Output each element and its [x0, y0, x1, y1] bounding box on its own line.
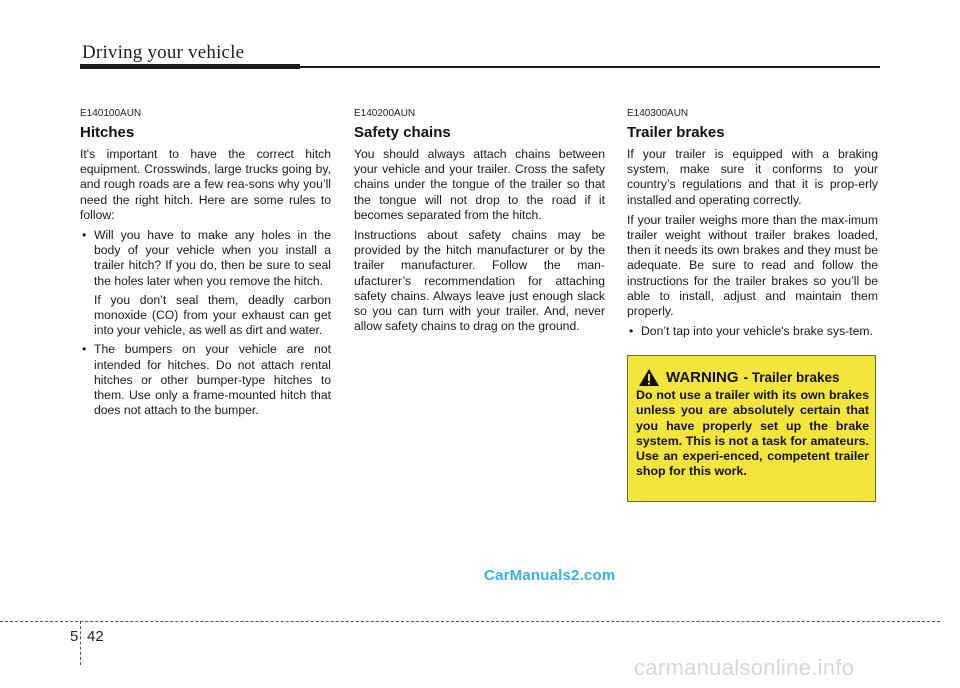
section-header-title: Driving your vehicle: [82, 42, 245, 63]
trailer-brakes-column: [627, 108, 878, 343]
bullet-subtext: If you don’t seal them, deadly carbon monoxide (CO) from your exhaust can get into your vehicle, as well as dirt and water.: [94, 292, 331, 338]
bullet-item: [80, 342, 331, 418]
section-heading: Safety chains: [354, 124, 451, 141]
body-paragraph: If your trailer weighs more than the max-imum trailer weight without trailer brakes loaded, then it needs its own brakes and they must be adequate. Be sure to read and follow the instructions for the trailer brakes so you’ll be able to install, adjust and maintain them properly.: [627, 212, 878, 319]
body-paragraph: You should always attach chains between your vehicle and your trailer. Cross the safety chains under the tongue of the trailer so that the tongue will not drop to the road if it becomes separated from the hitch.: [354, 147, 605, 222]
bullet-item: [80, 228, 331, 338]
header-rule: [300, 66, 880, 68]
section-code: E140100AUN: [80, 108, 142, 119]
body-paragraph: Instructions about safety chains may be provided by the hitch manufacturer or by the trailer manufacturer. Follow the man-ufacturer’s recommendation for attaching safety chains. Always leave just enough slack so you can turn with your trailer. And, never allow safety chains to drag on the ground.: [354, 228, 605, 334]
warning-title: WARNING: [666, 369, 739, 386]
warning-text: Do not use a trailer with its own brakes unless you are absolutely certain that you have properly set up the brake system. This is not a task for amateurs. Use an experi-enced, competent trailer shop for this work.: [636, 388, 869, 479]
warning-triangle-icon: [638, 368, 660, 387]
chapter-number: 5: [70, 628, 79, 645]
footer-rule: [0, 621, 940, 622]
section-heading: Hitches: [80, 124, 135, 141]
warning-subtitle: - Trailer brakes: [743, 370, 840, 385]
carmanuals-watermark[interactable]: CarManuals2.com: [484, 567, 616, 584]
bullet-item: [627, 324, 878, 339]
warning-header: [638, 368, 840, 387]
hitches-column: [80, 108, 331, 422]
page-number: 42: [87, 628, 104, 645]
bullet-list: [627, 324, 878, 339]
site-watermark: carmanualsonline.info: [634, 655, 855, 680]
body-paragraph: It's important to have the correct hitch equipment. Crosswinds, large trucks going by, and rough roads are a few rea-sons why you’ll need the right hitch. Here are some rules to follow:: [80, 147, 331, 222]
section-code: E140300AUN: [627, 108, 689, 119]
bullet-list: [80, 228, 331, 418]
header-bar: [80, 64, 300, 69]
warning-box: [627, 355, 876, 502]
bullet-text: Will you have to make any holes in the body of your vehicle when you install a trailer hitch? If you do, then be sure to seal the holes later when you remove the hitch.: [94, 228, 331, 288]
safety-chains-column: [354, 108, 605, 339]
bullet-text: Don’t tap into your vehicle's brake sys-tem.: [641, 324, 873, 339]
footer-divider: [80, 621, 81, 665]
section-heading: Trailer brakes: [627, 124, 725, 141]
section-code: E140200AUN: [354, 108, 416, 119]
bullet-text: The bumpers on your vehicle are not intended for hitches. Do not attach rental hitches or other bumper-type hitches to them. Use only a frame-mounted hitch that does not attach to the bumper.: [94, 342, 331, 418]
body-paragraph: If your trailer is equipped with a braking system, make sure it conforms to your country’s regulations and that it is prop-erly installed and operating correctly.: [627, 147, 878, 207]
